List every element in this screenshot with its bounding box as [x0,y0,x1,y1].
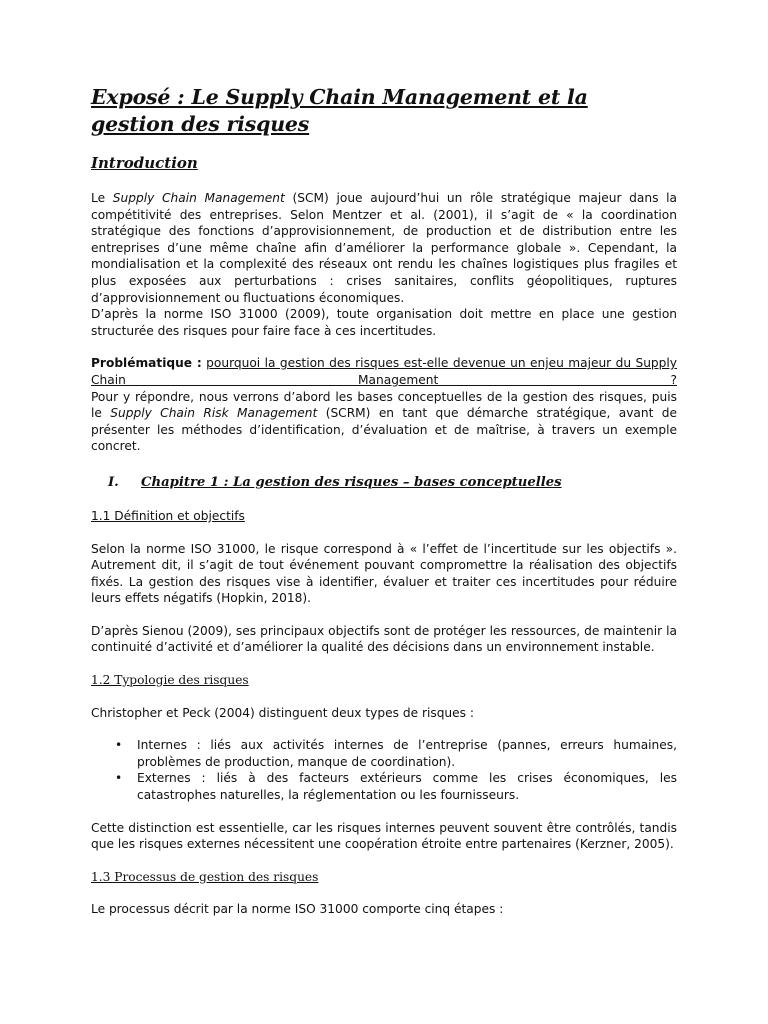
section-1-1-paragraph-1: Selon la norme ISO 31000, le risque correspond à « l’effet de l’incertitude sur les objectifs ». Autrement dit, il s’agit de tout événement pouvant compromettre la réalisation des objectifs fixés. La gestion des risques vise à identifier, évaluer et traiter ces incertitudes pour réduire leurs effets négatifs (Hopkin, 2018). [91,541,677,606]
intro-paragraph-3 [91,389,677,455]
list-item [91,737,677,770]
problematique-paragraph [91,355,677,388]
bullet-icon: • [115,738,123,753]
section-1-2-heading: 1.2 Typologie des risques [91,673,249,688]
section-1-1-paragraph-2: D’après Sienou (2009), ses principaux objectifs sont de protéger les ressources, de maintenir la continuité d’activité et d’améliorer la qualité des décisions dans un environnement instable. [91,623,677,655]
section-1-3-heading: 1.3 Processus de gestion des risques [91,869,319,884]
document-page [91,84,677,918]
section-1-3-intro: Le processus décrit par la norme ISO 31000 comporte cinq étapes : [91,902,504,917]
chapter-1-number: I. [108,474,119,490]
problematique-label: Problématique : [91,356,202,371]
introduction-heading: Introduction [91,154,198,172]
bullet-icon: • [115,771,123,786]
risk-types-list [91,737,677,803]
intro-paragraph-2: D’après la norme ISO 31000 (2009), toute organisation doit mettre en place une gestion structurée des risques pour faire face à ces incertitudes. [91,307,677,338]
section-1-2-paragraph-2: Cette distinction est essentielle, car les risques internes peuvent souvent être contrôlés, tandis que les risques externes nécessitent une coopération étroite entre partenaires (Kerzner, 2005). [91,820,677,852]
chapter-1-heading [91,474,677,492]
intro-p3-rest: (SCRM) en tant que démarche stratégique, avant de présenter les méthodes d’identification, d’évaluation et de maîtrise, à travers un exemple concret. [91,406,677,454]
intro-p3-start: Pour y répondre, nous verrons d’abord les bases conceptuelles de la gestion des risques, puis le [91,389,677,421]
list-item-text: Externes : liés à des facteurs extérieurs comme les crises économiques, les catastrophes naturelles, la réglementation ou les fournisseurs. [137,771,677,803]
section-1-2-intro: Christopher et Peck (2004) distinguent deux types de risques : [91,705,474,720]
intro-p1-scm-term: Supply Chain Management [112,191,285,205]
problematique-question: pourquoi la gestion des risques est-elle devenue un enjeu majeur du Supply Chain Management ? [91,356,677,387]
section-1-1-heading: 1.1 Définition et objectifs [91,508,245,523]
intro-paragraph-1 [91,190,677,306]
intro-p1-rest: (SCM) joue aujourd’hui un rôle stratégique majeur dans la compétitivité des entreprises. Selon Mentzer et al. (2001), il s’agit de « la coordination stratégique des fonctions d’approvisionnement, de production et de distribution entre les entreprises d’une même chaîne afin d’améliorer la performance globale ». Cependant, la mondialisation et la complexité des réseaux ont rendu les chaînes logistiques plus fragiles et plus exposées aux perturbations : crises sanitaires, conflits géopolitiques, ruptures d’approvisionnement ou fluctuations économiques. [91,191,678,305]
document-title: Exposé : Le Supply Chain Management et la gestion des risques [91,85,588,136]
intro-p3-scrm-term: Supply Chain Risk Management [110,406,318,421]
chapter-1-title: Chapitre 1 : La gestion des risques – bases conceptuelles [141,474,562,490]
list-item [91,770,677,803]
intro-p1-start: Le [91,191,113,205]
list-item-text: Internes : liés aux activités internes de l’entreprise (pannes, erreurs humaines, problèmes de production, manque de coordination). [137,738,677,769]
